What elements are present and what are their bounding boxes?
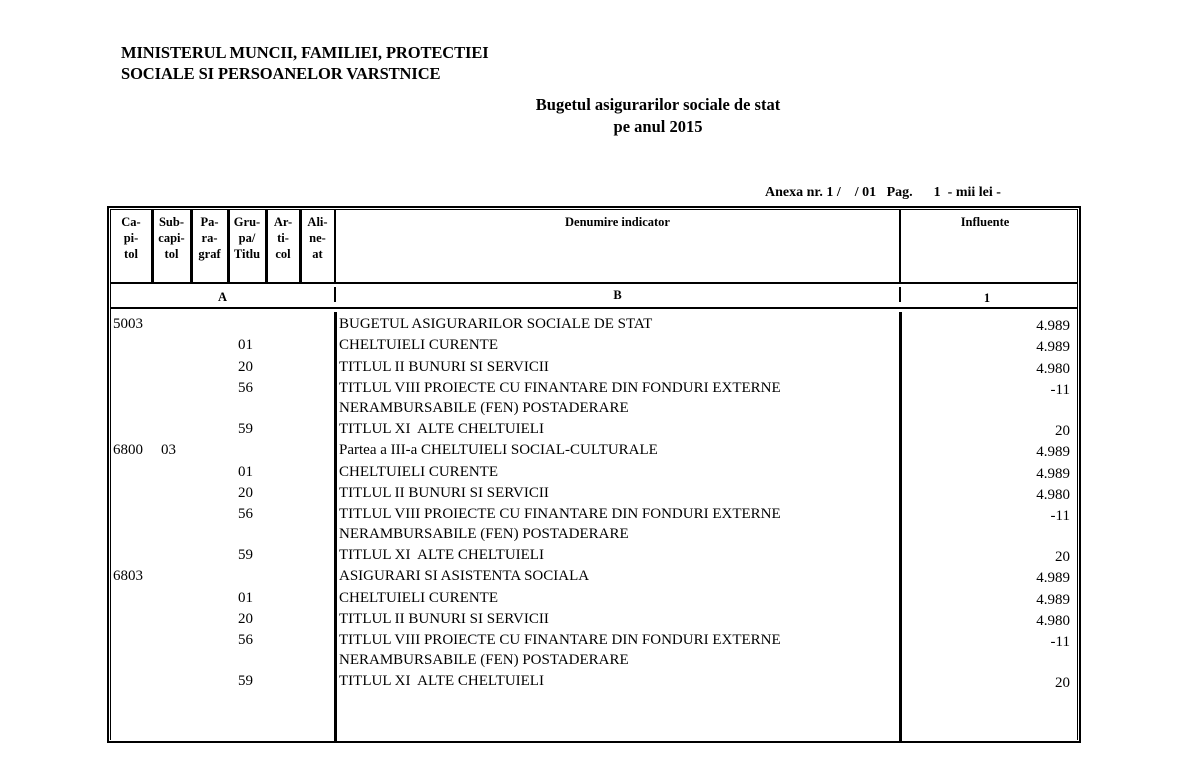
cell-denumire: TITLUL XI ALTE CHELTUIELI [339, 420, 544, 437]
ministry-line-1: MINISTERUL MUNCII, FAMILIEI, PROTECTIEI [121, 43, 489, 62]
cell-grupa: 59 [238, 547, 253, 564]
cell-capitol: 6803 [113, 568, 143, 585]
cell-influente: -11 [1050, 508, 1070, 525]
cell-influente: 4.989 [1036, 465, 1070, 482]
cell-influente: -11 [1050, 381, 1070, 398]
cell-denumire: TITLUL II BUNURI SI SERVICII [339, 484, 549, 501]
cell-denumire: NERAMBURSABILE (FEN) POSTADERARE [339, 399, 629, 416]
col-header-capitol: Ca- pi- tol [121, 215, 141, 261]
col-header-subcapitol: Sub- capi- tol [158, 215, 185, 261]
cell-denumire: Partea a III-a CHELTUIELI SOCIAL-CULTURALE [339, 442, 658, 459]
cell-denumire: TITLUL XI ALTE CHELTUIELI [339, 673, 544, 690]
cell-denumire: CHELTUIELI CURENTE [339, 337, 499, 354]
cell-denumire: TITLUL VIII PROIECTE CU FINANTARE DIN FONDURI EXTERNE [339, 506, 781, 523]
cell-influente: -11 [1050, 634, 1070, 651]
cell-influente: 4.989 [1036, 570, 1070, 587]
cell-grupa: 01 [238, 589, 253, 606]
cell-grupa: 56 [238, 632, 253, 649]
cell-denumire: TITLUL VIII PROIECTE CU FINANTARE DIN FONDURI EXTERNE [339, 632, 781, 649]
cell-influente: 4.980 [1036, 360, 1070, 377]
cell-grupa: 20 [238, 484, 253, 501]
col-header-grupa: Gru- pa/ Titlu [233, 215, 261, 261]
index-c: 1 [983, 291, 991, 305]
cell-influente: 4.989 [1036, 591, 1070, 608]
cell-grupa: 56 [238, 506, 253, 523]
cell-grupa: 01 [238, 337, 253, 354]
cell-denumire: TITLUL II BUNURI SI SERVICII [339, 611, 549, 627]
col-header-influente: Influente [960, 215, 1010, 229]
body-divider-influente [899, 312, 902, 742]
cell-denumire: NERAMBURSABILE (FEN) POSTADERARE [339, 526, 629, 543]
cell-influente: 4.989 [1036, 444, 1070, 461]
ministry-line-2: SOCIALE SI PERSOANELOR VARSTNICE [121, 64, 441, 83]
cell-influente: 4.980 [1036, 486, 1070, 503]
cell-influente: 20 [1055, 549, 1070, 566]
col-header-alineat: Ali- ne- at [307, 215, 328, 261]
body-divider-denumire [334, 312, 337, 742]
cell-denumire: ASIGURARI SI ASISTENTA SOCIALA [339, 568, 590, 585]
cell-influente: 4.989 [1036, 339, 1070, 356]
cell-capitol: 6800 [113, 442, 143, 459]
cell-grupa: 20 [238, 611, 253, 627]
cell-denumire: CHELTUIELI CURENTE [339, 589, 499, 606]
cell-denumire: NERAMBURSABILE (FEN) POSTADERARE [339, 652, 629, 669]
cell-influente: 4.989 [1036, 318, 1070, 334]
title-line-1: Bugetul asigurarilor sociale de stat [535, 95, 781, 114]
cell-influente: 20 [1055, 675, 1070, 692]
cell-subcapitol: 03 [161, 442, 176, 459]
cell-denumire: BUGETUL ASIGURARILOR SOCIALE DE STAT [339, 316, 653, 332]
cell-denumire: TITLUL XI ALTE CHELTUIELI [339, 547, 544, 564]
cell-denumire: CHELTUIELI CURENTE [339, 463, 499, 480]
cell-grupa: 01 [238, 463, 253, 480]
annex-label: Anexa nr. 1 / / 01 Pag. 1 - mii lei - [765, 185, 1001, 200]
col-header-articol: Ar- ti- col [273, 215, 293, 261]
cell-influente: 4.980 [1036, 613, 1070, 629]
document-title [460, 94, 856, 138]
index-b: B [613, 288, 622, 302]
cell-influente: 20 [1055, 422, 1070, 439]
cell-capitol: 5003 [113, 316, 143, 332]
cell-grupa: 59 [238, 673, 253, 690]
cell-grupa: 20 [238, 358, 253, 375]
cell-denumire: TITLUL II BUNURI SI SERVICII [339, 358, 549, 375]
col-header-denumire: Denumire indicator [565, 215, 670, 229]
col-header-paragraf: Pa- ra- graf [198, 215, 221, 261]
index-a: A [217, 290, 228, 304]
header-divider [110, 282, 1078, 284]
ministry-name [121, 42, 489, 84]
cell-denumire: TITLUL VIII PROIECTE CU FINANTARE DIN FONDURI EXTERNE [339, 379, 781, 396]
cell-grupa: 56 [238, 379, 253, 396]
index-row-divider [110, 307, 1078, 309]
cell-grupa: 59 [238, 420, 253, 437]
title-line-2: pe anul 2015 [613, 117, 703, 136]
